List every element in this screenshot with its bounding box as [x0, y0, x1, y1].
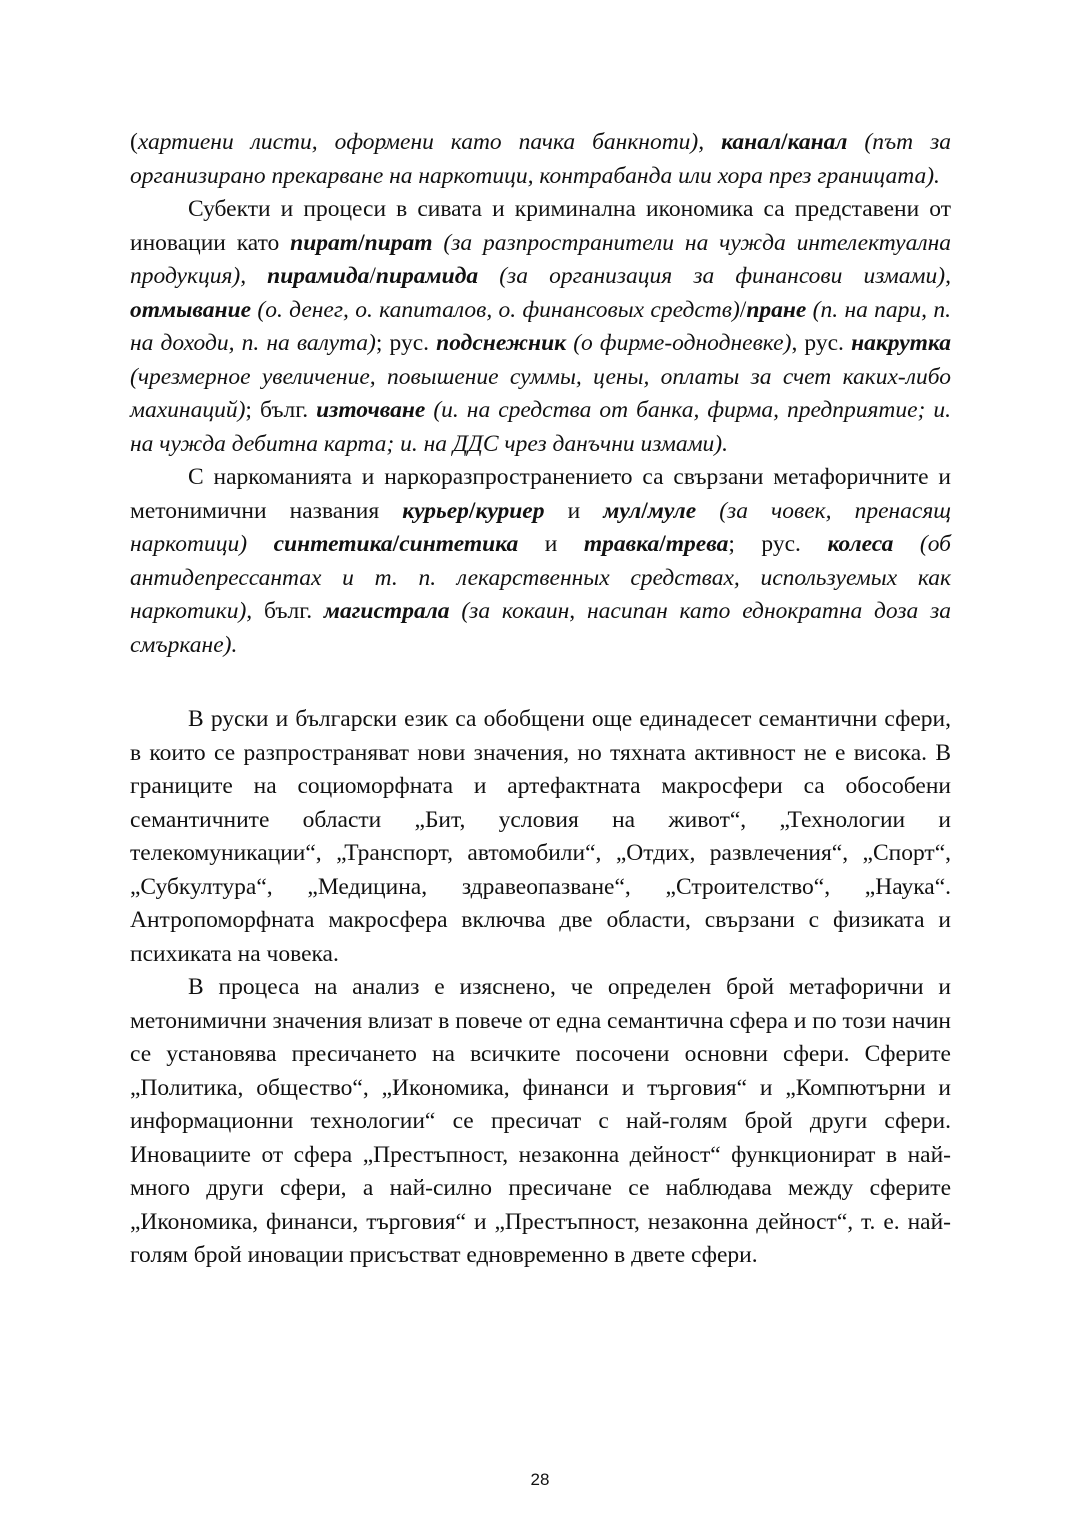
paragraph-continuation	[130, 126, 951, 193]
text-run: бълг.	[263, 598, 324, 624]
term-separator: /	[392, 531, 400, 557]
term: отмывание	[130, 296, 252, 323]
text-run: Субекти и процеси в сивата и криминална икономика са представени от иновации като	[130, 196, 951, 256]
gloss-text: (чрезмерное увеличение, повышение суммы, цены, оплаты за счет каких-либо махинаций)	[130, 363, 951, 423]
text-run: и	[544, 497, 604, 524]
term-separator: /	[641, 497, 648, 524]
gloss-text: (п. на пари, п. на доходи, п. на валута)	[130, 296, 952, 356]
text-run: С наркоманията и наркоразпространението са свързани метафоричните и метонимични названия	[130, 464, 951, 524]
paragraph-grey-economy	[130, 193, 951, 461]
term: пират	[290, 229, 359, 256]
gloss-text: (о фирме-однодневке)	[566, 330, 792, 356]
term: пирамида	[267, 263, 370, 289]
text-run: ; бълг.	[245, 397, 317, 423]
term: подснежник	[436, 330, 567, 356]
term: канал	[721, 129, 782, 155]
term: муле	[647, 497, 697, 524]
gloss-text: (о. денег, о. капиталов, о. финансовых средств)	[251, 296, 740, 323]
text-run: (	[130, 129, 138, 155]
gloss-text: (за човек, пренасящ наркотици)	[130, 497, 952, 557]
term: канал	[787, 129, 848, 155]
text-run: ; рус.	[728, 531, 828, 557]
term: травка	[583, 531, 660, 557]
page-number: 28	[530, 1470, 550, 1489]
term: източване	[316, 397, 426, 423]
term-separator: /	[468, 497, 476, 524]
term: синтетика	[273, 531, 393, 557]
term-separator: /	[659, 531, 666, 557]
paragraph-semantic-spheres: В руски и български език са обобщени още единадесет семантични сфери, в които се разпространяват нови значения, но тяхната активност не е висока. В границите на социоморфната и артефактната макросфери са обособени семантичните области „Бит, условия на живот“, „Технологии и телекомуникации“, „Транспорт, автомобили“, „Отдих, развлечения“, „Спорт“, „Субкултура“, „Медицина, здравеопазване“, „Строителство“, „Наука“. Антропоморфната макросфера включва две области, свързани с физиката и психиката на човека.	[130, 706, 951, 967]
term: куриер	[475, 497, 545, 524]
term-separator: /	[781, 129, 788, 155]
paragraph-analysis: В процеса на анализ е изяснено, че определен брой метафорични и метонимични значения влизат в повече от една семантична сфера и по този начин се установява пресичането на всичките посочени основни сфери. Сферите „Политика, общество“, „Икономика, финанси и търговия“ и „Компютърни и информационни технологии“ се пресичат с най-голям брой други сфери. Иновациите от сфера „Престъпност, незаконна дейност“ функционират в най-много други сфери, а най-силно пресичане се наблюдава между сферите „Икономика, финанси, търговия“ и „Престъпност, незаконна дейност“, т. е. най-голям брой иновации присъстват едновременно в двете сфери.	[130, 974, 951, 1268]
gloss-text: хартиени листи, оформени като пачка банкноти),	[137, 129, 722, 155]
term: мул	[603, 497, 642, 524]
term: пране	[746, 296, 807, 323]
paragraph-drugs	[130, 461, 951, 662]
term: пират	[364, 229, 433, 256]
term: пирамида	[375, 263, 479, 289]
text-run: ; рус.	[375, 330, 437, 356]
text-run: , рус.	[791, 330, 852, 356]
body-text	[130, 126, 951, 1273]
term: колеса	[827, 531, 894, 557]
term: магистрала	[323, 598, 450, 624]
gloss-text: (за кокаин, насипан като еднократна доза за смъркане).	[130, 598, 951, 658]
text-run: и	[518, 531, 584, 557]
term-separator: /	[369, 263, 376, 289]
term: синтетика	[399, 531, 519, 557]
gloss-text: (и. на средства от банка, фирма, предприятие; и. на чужда дебитна карта; и. на ДДС чрез данъчни измами).	[130, 397, 951, 457]
term-separator: /	[358, 229, 365, 256]
paragraph-gap	[130, 662, 951, 703]
term: накрутка	[851, 330, 951, 356]
gloss-text: (об антидепрессантах и т. п. лекарственных средствах, используемых как наркотики),	[130, 531, 951, 624]
gloss-text: (за разпространители на чужда интелектуална продукция),	[130, 229, 951, 289]
gloss-text: (път за организирано прекарване на наркотици, контрабанда или хора през границата).	[130, 129, 952, 189]
term-separator: /	[739, 296, 747, 323]
term: трева	[665, 531, 729, 557]
term: курьер	[402, 497, 469, 524]
gloss-text: (за организация за финансови измами),	[478, 263, 952, 289]
